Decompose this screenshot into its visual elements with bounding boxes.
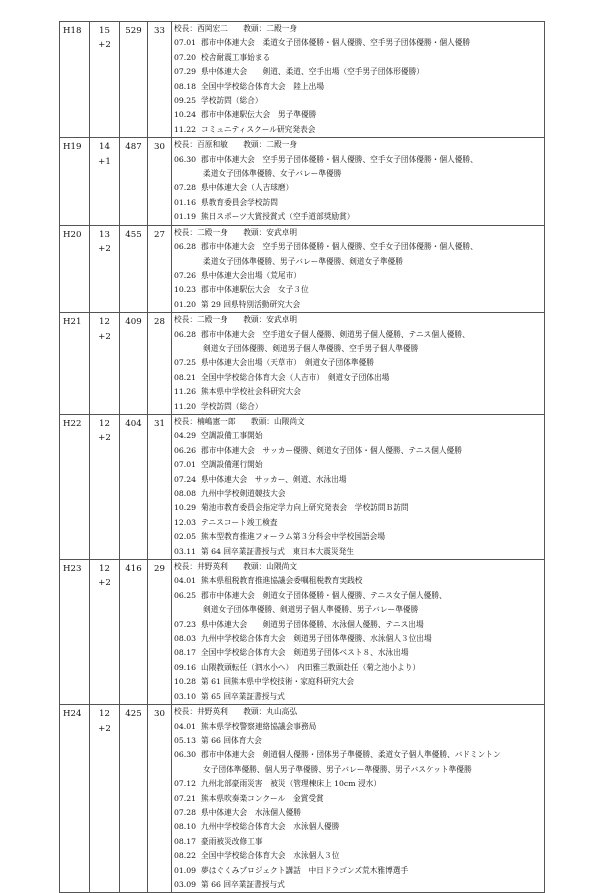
table-body xyxy=(60,22,545,893)
event-date: 10.23 xyxy=(174,285,197,295)
event-text: 郡市中体連大会 柔道女子団体優勝・個人優勝、空手男子団体優勝・個人優勝 xyxy=(201,38,471,48)
event-item xyxy=(174,835,544,849)
event-item xyxy=(174,371,544,385)
event-date: 03.09 xyxy=(174,879,197,889)
event-item xyxy=(174,356,544,370)
class-count-cell xyxy=(90,705,120,893)
events-list xyxy=(172,313,544,414)
event-date: 08.10 xyxy=(174,822,197,832)
event-date: 06.30 xyxy=(174,750,197,760)
event-date: 08.03 xyxy=(174,634,197,644)
class-count xyxy=(90,705,119,736)
student-count: 487 xyxy=(125,142,142,153)
event-text: 郡市中体連大会 サッカー優勝、剣道女子団体・個人優勝、テニス個人優勝 xyxy=(201,445,462,455)
event-item xyxy=(174,545,544,559)
year-label-cell xyxy=(60,22,90,138)
student-count-cell xyxy=(120,138,148,225)
teacher-count-cell xyxy=(148,414,172,559)
teacher-count: 29 xyxy=(154,564,165,575)
event-text-continued: 柔道女子団体準優勝、男子バレー準優勝、剣道女子準優勝 xyxy=(203,256,403,266)
event-item xyxy=(174,80,544,94)
event-text: 九州中学校剣道競技大会 xyxy=(201,489,286,498)
year-row xyxy=(60,313,545,415)
event-text: 熊本県租税教育推進協議会委嘱租税教育実践校 xyxy=(201,576,363,586)
event-date: 10.28 xyxy=(174,677,197,687)
event-date: 07.26 xyxy=(174,270,197,280)
event-date: 06.26 xyxy=(174,445,197,455)
event-text: 全国中学校総合体育大会 剣道男子団体ベスト８、水泳出場 xyxy=(201,648,409,658)
year-label-cell xyxy=(60,225,90,312)
student-count: 416 xyxy=(125,564,142,575)
year-label-cell xyxy=(60,313,90,415)
event-item xyxy=(174,196,544,210)
event-item xyxy=(174,646,544,660)
event-date: 07.28 xyxy=(174,807,197,817)
teacher-count-cell xyxy=(148,313,172,415)
year-label: H18 xyxy=(63,26,82,36)
event-text: 第 61 回熊本県中学校技術・家庭科研究大会 xyxy=(201,677,355,687)
principal-line: 校長：井野英利 教頭：山隈尚文 xyxy=(174,562,298,572)
event-text: 県教育委員会学校訪問 xyxy=(201,197,278,207)
event-item xyxy=(174,108,544,122)
events-list xyxy=(172,226,544,312)
event-text: 郡市中体連大会 空手道女子個人優勝、剣道男子個人優勝、テニス個人優勝、 xyxy=(201,329,470,339)
event-text: 九州中学校総合体育大会 剣道男子団体準優勝、水泳個人３位出場 xyxy=(201,634,432,644)
class-count-cell xyxy=(90,560,120,705)
principal-line: 校長：西岡宏二 教頭：二殿一身 xyxy=(174,24,298,33)
teacher-count-cell xyxy=(148,225,172,312)
year-label-cell xyxy=(60,705,90,893)
student-count-cell xyxy=(120,705,148,893)
event-item xyxy=(174,661,544,675)
event-text: 県中体連大会 剣道、柔道、空手出場（空手男子団体形優勝） xyxy=(201,67,424,77)
teacher-count: 30 xyxy=(154,142,165,153)
event-text-continued: 剣道女子団体優勝、剣道男子個人準優勝、空手男子個人準優勝 xyxy=(203,343,419,353)
class-count-cell xyxy=(90,138,120,225)
student-count-cell xyxy=(120,22,148,138)
event-text-continued: 女子団体準優勝、個人男子準優勝、男子バレー準優勝、男子バスケット準優勝 xyxy=(203,764,472,774)
events-cell xyxy=(172,705,545,893)
class-count-cell xyxy=(90,313,120,415)
event-text: 熊本県中学校社会科研究大会 xyxy=(201,387,301,397)
event-text: 熊本型教育推進フォーラム第３分科会中学校国語会場 xyxy=(201,532,386,542)
teacher-count: 28 xyxy=(154,317,165,328)
event-text: 豪雨被災改修工事 xyxy=(201,836,263,846)
event-text: 第 66 回体育大会 xyxy=(201,735,262,745)
year-label-cell xyxy=(60,414,90,559)
event-text-continued: 剣道女子団体準優勝、剣道男子個人準優勝、男子バレー準優勝 xyxy=(203,605,419,615)
event-item xyxy=(174,65,544,79)
event-text: 全国中学校総合体育大会（人吉市） 剣道女子団体出場 xyxy=(201,372,390,382)
event-item xyxy=(174,806,544,820)
class-count-extra: +1 xyxy=(98,156,111,167)
class-count-extra: +2 xyxy=(98,433,111,444)
event-item xyxy=(174,210,544,224)
event-text: 九州北部豪雨災害 被災（管理棟床上 10cm 浸水） xyxy=(201,779,382,789)
year-row xyxy=(60,138,545,225)
event-text: 郡市中体連大会 剣道女子団体優勝・個人優勝、テニス女子個人優勝、 xyxy=(201,590,447,600)
event-date: 08.18 xyxy=(174,81,197,91)
event-item xyxy=(174,181,544,195)
event-text: 全国中学校総合体育大会 水泳個人３位 xyxy=(201,851,340,861)
event-text: 夢はぐくみプロジェクト講話 中日ドラゴンズ荒木雅博選手 xyxy=(201,865,409,875)
year-label-cell xyxy=(60,138,90,225)
event-item xyxy=(174,328,544,342)
event-item xyxy=(174,400,544,414)
event-date: 07.25 xyxy=(174,358,197,368)
event-text: 第 66 回卒業証書授与式 xyxy=(201,879,285,889)
principal-line: 校長：井野英利 教頭：丸山高弘 xyxy=(174,707,298,717)
events-cell xyxy=(172,225,545,312)
class-count-cell xyxy=(90,22,120,138)
year-row xyxy=(60,705,545,893)
class-count xyxy=(90,415,119,446)
event-item xyxy=(174,690,544,704)
event-text: 県中体連大会出場（荒尾市） xyxy=(201,270,301,280)
event-text: 郡市中体連大会 剣道個人優勝・団体男子準優勝、柔道女子個人準優勝、バドミントン xyxy=(201,750,501,760)
event-date: 07.28 xyxy=(174,183,197,193)
event-date: 04.29 xyxy=(174,431,197,441)
event-text: 第 65 回卒業証書授与式 xyxy=(201,691,285,701)
event-item xyxy=(174,675,544,689)
event-item xyxy=(174,429,544,443)
event-text: 熊本県学校警察連絡協議会事務局 xyxy=(201,721,317,731)
event-date: 10.24 xyxy=(174,110,197,120)
teacher-count: 30 xyxy=(154,709,165,720)
student-count: 404 xyxy=(125,418,142,429)
event-text: 第 29 回県特別活動研究大会 xyxy=(201,299,301,309)
principal-line: 校長：百原和敏 教頭：二殿一身 xyxy=(174,140,298,150)
event-text: 学校訪問（総合） xyxy=(201,401,263,411)
class-count-main: 12 xyxy=(99,317,110,328)
event-item xyxy=(174,777,544,791)
event-text: 県中体連大会出場（天草市） 剣道女子団体準優勝 xyxy=(201,358,374,368)
events-list xyxy=(172,22,544,137)
events-cell xyxy=(172,138,545,225)
event-date: 01.20 xyxy=(174,299,197,309)
event-item xyxy=(174,123,544,137)
event-text: 校舎耐震工事始まる xyxy=(201,52,271,62)
event-date: 07.01 xyxy=(174,460,197,470)
class-count-main: 13 xyxy=(99,229,110,240)
student-count: 409 xyxy=(125,317,142,328)
event-date: 08.17 xyxy=(174,836,197,846)
event-date: 01.19 xyxy=(174,212,197,222)
year-row xyxy=(60,225,545,312)
event-date: 08.22 xyxy=(174,851,197,861)
event-date: 11.22 xyxy=(174,124,197,134)
event-text: 学校訪問（総合） xyxy=(201,96,263,106)
event-date: 12.03 xyxy=(174,517,197,527)
principal-line: 校長：楠嶋憲一郎 教頭：山隈尚文 xyxy=(174,416,305,426)
year-label: H19 xyxy=(63,142,82,153)
teacher-count-cell xyxy=(148,705,172,893)
event-text: 熊日スポーツ大賞授賞式（空手道部奨励賞） xyxy=(201,212,355,222)
event-text: テニスコート竣工検査 xyxy=(201,517,278,527)
event-item xyxy=(174,473,544,487)
event-text: 県中体連大会 サッカー、剣道、水泳出場 xyxy=(201,474,347,484)
event-text: 県中体連大会（人吉球磨） xyxy=(201,183,294,193)
event-item xyxy=(174,36,544,50)
class-count-main: 12 xyxy=(99,564,110,575)
event-item xyxy=(174,589,544,603)
event-date: 01.09 xyxy=(174,865,197,875)
events-cell xyxy=(172,560,545,705)
event-date: 07.29 xyxy=(174,67,197,77)
class-count-cell xyxy=(90,414,120,559)
event-text: 九州中学校総合体育大会 水泳個人優勝 xyxy=(201,822,340,832)
events-list xyxy=(172,560,544,704)
event-item xyxy=(174,734,544,748)
student-count: 529 xyxy=(125,26,142,36)
event-text: 全国中学校総合体育大会 陸上出場 xyxy=(201,81,325,91)
principal-line: 校長：二殿一身 教頭：安武卓明 xyxy=(174,315,298,325)
event-date: 08.08 xyxy=(174,489,197,498)
class-count xyxy=(90,138,119,169)
events-list xyxy=(172,138,544,224)
year-label-cell xyxy=(60,560,90,705)
event-date: 04.01 xyxy=(174,576,197,586)
event-text: 山隈教頭転任（泗水小へ） 内田雅三教頭赴任（菊之池小より） xyxy=(201,662,421,672)
year-row xyxy=(60,560,545,705)
year-label: H20 xyxy=(63,229,82,240)
class-count-main: 12 xyxy=(99,709,110,720)
teacher-count: 31 xyxy=(154,418,165,429)
event-date: 07.23 xyxy=(174,619,197,629)
event-text: 熊本県吹奏楽コンクール 金賞受賞 xyxy=(201,793,324,803)
event-date: 09.25 xyxy=(174,96,197,106)
event-text: 郡市中体連駅伝大会 女子３位 xyxy=(201,285,309,295)
event-date: 11.20 xyxy=(174,401,197,411)
event-item xyxy=(174,720,544,734)
teacher-count: 27 xyxy=(154,229,165,240)
event-text: 県中体連大会 水泳個人優勝 xyxy=(201,807,301,817)
event-item xyxy=(174,748,544,762)
student-count: 455 xyxy=(125,229,142,240)
event-item xyxy=(174,458,544,472)
events-cell xyxy=(172,414,545,559)
class-count-extra: +2 xyxy=(98,40,111,51)
events-list xyxy=(172,415,544,559)
year-label: H23 xyxy=(63,564,82,575)
event-item xyxy=(174,792,544,806)
teacher-count-cell xyxy=(148,560,172,705)
class-count-extra: +2 xyxy=(98,723,111,734)
year-label: H24 xyxy=(63,709,82,720)
event-text: 郡市中体連駅伝大会 男子準優勝 xyxy=(201,110,317,120)
teacher-count-cell xyxy=(148,22,172,138)
year-label: H21 xyxy=(63,317,82,328)
events-cell xyxy=(172,22,545,138)
class-count-cell xyxy=(90,225,120,312)
class-count-extra: +2 xyxy=(98,331,111,342)
event-item xyxy=(174,94,544,108)
class-count-main: 12 xyxy=(99,418,110,429)
event-item xyxy=(174,240,544,254)
event-date: 04.01 xyxy=(174,721,197,731)
event-text: コミュニティスクール研究発表会 xyxy=(201,124,316,134)
student-count: 425 xyxy=(125,709,142,720)
history-table xyxy=(59,21,545,893)
event-date: 01.16 xyxy=(174,197,197,207)
event-item xyxy=(174,487,544,501)
event-text: 郡市中体連大会 空手男子団体優勝・個人優勝、空手女子団体優勝・個人優勝、 xyxy=(201,154,478,164)
teacher-count-cell xyxy=(148,138,172,225)
event-item xyxy=(174,51,544,65)
event-date: 06.28 xyxy=(174,329,197,339)
event-date: 06.30 xyxy=(174,154,197,164)
event-text: 郡市中体連大会 空手男子団体優勝・個人優勝、空手女子団体優勝・個人優勝、 xyxy=(201,242,478,252)
year-row xyxy=(60,414,545,559)
event-date: 07.20 xyxy=(174,52,197,62)
event-text: 菊池市教育委員会指定学力向上研究発表会 学校訪問Ｂ訪問 xyxy=(201,503,409,513)
class-count xyxy=(90,226,119,257)
event-date: 07.24 xyxy=(174,474,197,484)
year-row xyxy=(60,22,545,138)
event-item xyxy=(174,820,544,834)
student-count-cell xyxy=(120,313,148,415)
year-label: H22 xyxy=(63,418,82,429)
event-date: 06.28 xyxy=(174,242,197,252)
event-date: 03.11 xyxy=(174,546,197,556)
event-item xyxy=(174,864,544,878)
event-item xyxy=(174,530,544,544)
events-list xyxy=(172,705,544,892)
event-item xyxy=(174,444,544,458)
student-count-cell xyxy=(120,560,148,705)
event-text: 空調設備運行開始 xyxy=(201,460,263,470)
event-date: 06.25 xyxy=(174,590,197,600)
event-date: 08.21 xyxy=(174,372,197,382)
event-text: 第 64 回卒業証書授与式 東日本大震災発生 xyxy=(201,546,355,556)
event-date: 07.01 xyxy=(174,38,197,48)
event-date: 08.17 xyxy=(174,648,197,658)
class-count-main: 14 xyxy=(99,142,110,153)
class-count xyxy=(90,560,119,591)
event-date: 07.12 xyxy=(174,779,197,789)
class-count xyxy=(90,22,119,53)
event-date: 11.26 xyxy=(174,387,197,397)
class-count-extra: +2 xyxy=(98,578,111,589)
event-date: 03.10 xyxy=(174,691,197,701)
class-count-extra: +2 xyxy=(98,244,111,255)
event-date: 10.29 xyxy=(174,503,197,513)
student-count-cell xyxy=(120,414,148,559)
event-date: 05.13 xyxy=(174,735,197,745)
event-item xyxy=(174,618,544,632)
event-item xyxy=(174,849,544,863)
student-count-cell xyxy=(120,225,148,312)
event-date: 07.21 xyxy=(174,793,197,803)
event-text-continued: 柔道女子団体準優勝、女子バレー準優勝 xyxy=(203,169,342,179)
event-item xyxy=(174,501,544,515)
school-history-table xyxy=(59,21,545,893)
teacher-count: 33 xyxy=(154,26,165,36)
event-date: 09.16 xyxy=(174,662,197,672)
event-item xyxy=(174,632,544,646)
event-item xyxy=(174,298,544,312)
event-date: 02.05 xyxy=(174,532,197,542)
event-item xyxy=(174,878,544,892)
class-count xyxy=(90,313,119,344)
event-item xyxy=(174,269,544,283)
event-item xyxy=(174,385,544,399)
class-count-main: 15 xyxy=(99,26,110,36)
events-cell xyxy=(172,313,545,415)
principal-line: 校長：二殿一身 教頭：安武卓明 xyxy=(174,227,298,237)
event-item xyxy=(174,574,544,588)
event-text: 空調設備工事開始 xyxy=(201,431,263,441)
event-item xyxy=(174,516,544,530)
event-item xyxy=(174,283,544,297)
event-item xyxy=(174,153,544,167)
event-text: 県中体連大会 剣道男子団体優勝、水泳個人優勝、テニス出場 xyxy=(201,619,424,629)
